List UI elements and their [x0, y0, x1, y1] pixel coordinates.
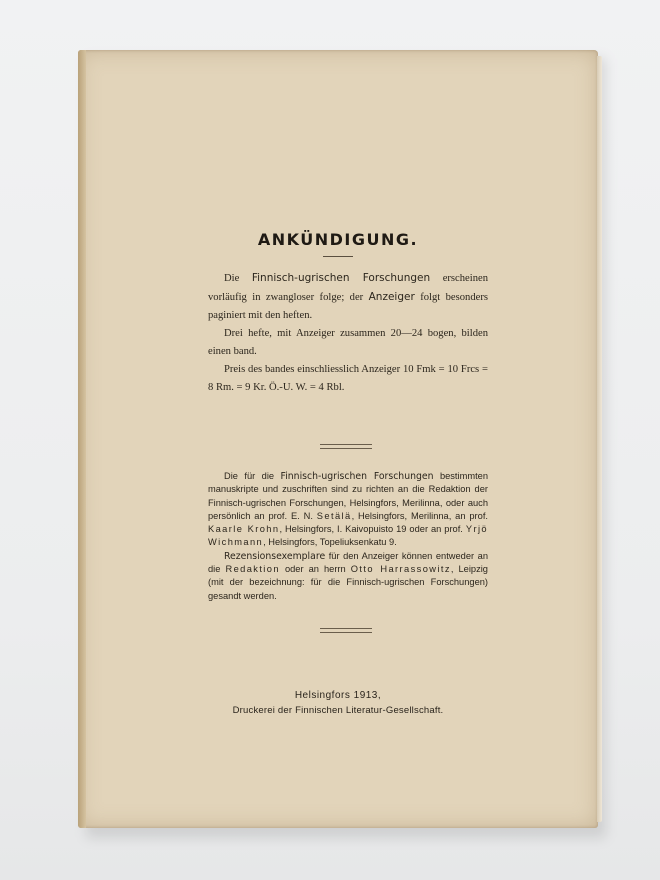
text-run: , Helsingfors, Merilinna, an prof.: [351, 510, 488, 521]
text-run: , Leipzig (mit der bezeichnung: für die Finnisch-ugrischen Forschungen) gesandt werden.: [208, 564, 488, 601]
heading-rule: [323, 256, 353, 257]
imprint-city-year: Helsingfors 1913,: [294, 690, 382, 701]
imprint-printer: Druckerei der Finnischen Literatur-Gesellschaft.: [232, 705, 444, 716]
text-run: erscheinen vorläufig in zwangloser folge; der: [208, 273, 488, 303]
editorial-paragraph-1: [208, 470, 488, 550]
text-run: für den Anzeiger können entweder an die: [208, 550, 488, 575]
text-run: , Helsingfors, I. Kaivopuisto 19 oder an prof.: [279, 524, 466, 535]
book-back-cover: [78, 50, 598, 828]
journal-title: Finnisch-ugrischen Forschungen: [280, 471, 434, 482]
anzeiger-title: Anzeiger: [368, 291, 415, 303]
text-run: Die: [224, 273, 252, 284]
announcement-paragraph-1: [208, 269, 488, 325]
editor-name: Yrjö Wichmann: [208, 524, 488, 548]
text-run: oder an herrn: [279, 564, 351, 575]
section-divider: [320, 628, 372, 633]
text-run: bestimmten manuskripte und zuschriften sind zu richten an die Redaktion der Finnisch-ugrischen Forschungen, Helsingfors, Merilinna, oder auch persönlich an prof. E. N.: [208, 471, 488, 521]
editorial-paragraph-2: [208, 550, 488, 603]
editor-name: Setälä: [316, 510, 352, 521]
announcement-block: [208, 269, 488, 397]
review-copies-label: Rezensionsexemplare: [224, 550, 326, 562]
text-run: folgt besonders paginiert mit den heften.: [208, 292, 488, 321]
announcement-paragraph-2: Drei hefte, mit Anzeiger zusammen 20—24 bogen, bilden einen band.: [208, 328, 488, 357]
section-divider: [320, 444, 372, 449]
journal-title: Finnisch-ugrischen Forschungen: [251, 272, 431, 284]
cover-heading: ANKÜNDIGUNG.: [257, 230, 419, 249]
publisher-name: Otto Harrassowitz: [350, 564, 451, 575]
editor-name: Kaarle Krohn: [208, 524, 280, 535]
redaktion-label: Redaktion: [225, 564, 280, 575]
text-run: , Helsingfors, Topeliuksenkatu 9.: [263, 537, 397, 548]
announcement-paragraph-3: Preis des bandes einschliesslich Anzeiger 10 Fmk = 10 Frcs = 8 Rm. = 9 Kr. Ö.-U. W. = 4 Rbl.: [208, 364, 488, 393]
editorial-block: [208, 470, 488, 603]
text-run: Die für die: [224, 471, 281, 481]
